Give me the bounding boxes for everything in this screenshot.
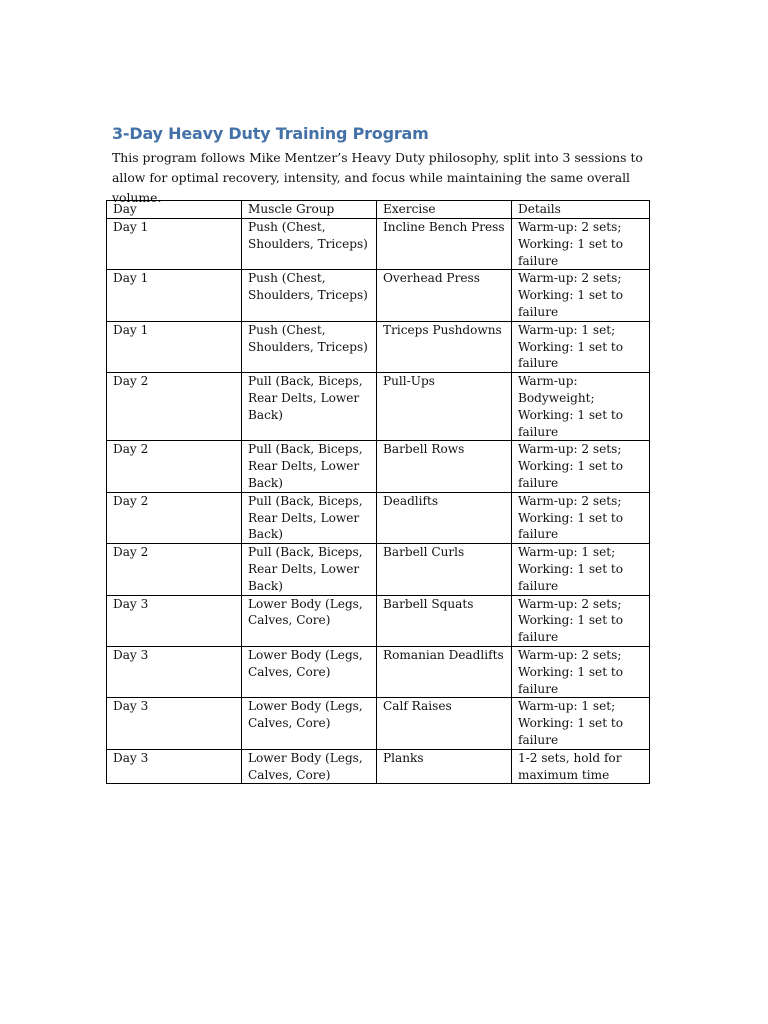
cell-muscle-group: Push (Chest, Shoulders, Triceps): [242, 219, 377, 270]
cell-exercise: Barbell Rows: [377, 441, 512, 492]
intro-paragraph: This program follows Mike Mentzer’s Heavy Duty philosophy, split into 3 sessions to allow for optimal recovery, intensity, and focus while maintaining the same overall volume.: [112, 150, 643, 205]
cell-details: Warm-up: 1 set; Working: 1 set to failure: [512, 698, 650, 749]
cell-day: Day 2: [107, 492, 242, 543]
cell-exercise: Overhead Press: [377, 270, 512, 321]
cell-details: Warm-up: 2 sets; Working: 1 set to failure: [512, 270, 650, 321]
cell-exercise: Triceps Pushdowns: [377, 321, 512, 372]
header-day: Day: [107, 201, 242, 219]
table-row: [107, 646, 650, 697]
cell-muscle-group: Pull (Back, Biceps, Rear Delts, Lower Back): [242, 441, 377, 492]
cell-muscle-group: Push (Chest, Shoulders, Triceps): [242, 321, 377, 372]
cell-muscle-group: Pull (Back, Biceps, Rear Delts, Lower Back): [242, 544, 377, 595]
cell-muscle-group: Lower Body (Legs, Calves, Core): [242, 698, 377, 749]
table-row: [107, 321, 650, 372]
cell-exercise: Incline Bench Press: [377, 219, 512, 270]
cell-day: Day 3: [107, 698, 242, 749]
cell-day: Day 2: [107, 441, 242, 492]
cell-details: 1-2 sets, hold for maximum time: [512, 749, 650, 784]
cell-muscle-group: Pull (Back, Biceps, Rear Delts, Lower Back): [242, 492, 377, 543]
table-header-row: [107, 201, 650, 219]
table-row: [107, 373, 650, 441]
table-row: [107, 749, 650, 784]
cell-muscle-group: Push (Chest, Shoulders, Triceps): [242, 270, 377, 321]
cell-exercise: Barbell Curls: [377, 544, 512, 595]
header-muscle-group: Muscle Group: [242, 201, 377, 219]
table-row: [107, 219, 650, 270]
table-row: [107, 270, 650, 321]
cell-day: Day 3: [107, 595, 242, 646]
cell-exercise: Barbell Squats: [377, 595, 512, 646]
document-title: 3-Day Heavy Duty Training Program: [112, 124, 429, 143]
cell-muscle-group: Lower Body (Legs, Calves, Core): [242, 646, 377, 697]
header-exercise: Exercise: [377, 201, 512, 219]
cell-exercise: Pull-Ups: [377, 373, 512, 441]
cell-exercise: Calf Raises: [377, 698, 512, 749]
cell-day: Day 1: [107, 321, 242, 372]
table-row: [107, 492, 650, 543]
table-row: [107, 698, 650, 749]
cell-exercise: Planks: [377, 749, 512, 784]
cell-details: Warm-up: 2 sets; Working: 1 set to failure: [512, 219, 650, 270]
cell-day: Day 3: [107, 646, 242, 697]
cell-details: Warm-up: 2 sets; Working: 1 set to failure: [512, 646, 650, 697]
cell-day: Day 2: [107, 373, 242, 441]
table-row: [107, 441, 650, 492]
cell-exercise: Romanian Deadlifts: [377, 646, 512, 697]
cell-muscle-group: Lower Body (Legs, Calves, Core): [242, 595, 377, 646]
cell-details: Warm-up: 2 sets; Working: 1 set to failure: [512, 492, 650, 543]
table-row: [107, 544, 650, 595]
cell-exercise: Deadlifts: [377, 492, 512, 543]
cell-details: Warm-up: 2 sets; Working: 1 set to failure: [512, 441, 650, 492]
cell-day: Day 1: [107, 270, 242, 321]
training-program-table: [106, 200, 650, 784]
cell-details: Warm-up: 2 sets; Working: 1 set to failure: [512, 595, 650, 646]
cell-day: Day 3: [107, 749, 242, 784]
cell-day: Day 1: [107, 219, 242, 270]
table-row: [107, 595, 650, 646]
cell-details: Warm-up: 1 set; Working: 1 set to failure: [512, 321, 650, 372]
header-details: Details: [512, 201, 650, 219]
cell-details: Warm-up: Bodyweight; Working: 1 set to failure: [512, 373, 650, 441]
cell-muscle-group: Pull (Back, Biceps, Rear Delts, Lower Back): [242, 373, 377, 441]
cell-muscle-group: Lower Body (Legs, Calves, Core): [242, 749, 377, 784]
cell-day: Day 2: [107, 544, 242, 595]
cell-details: Warm-up: 1 set; Working: 1 set to failure: [512, 544, 650, 595]
